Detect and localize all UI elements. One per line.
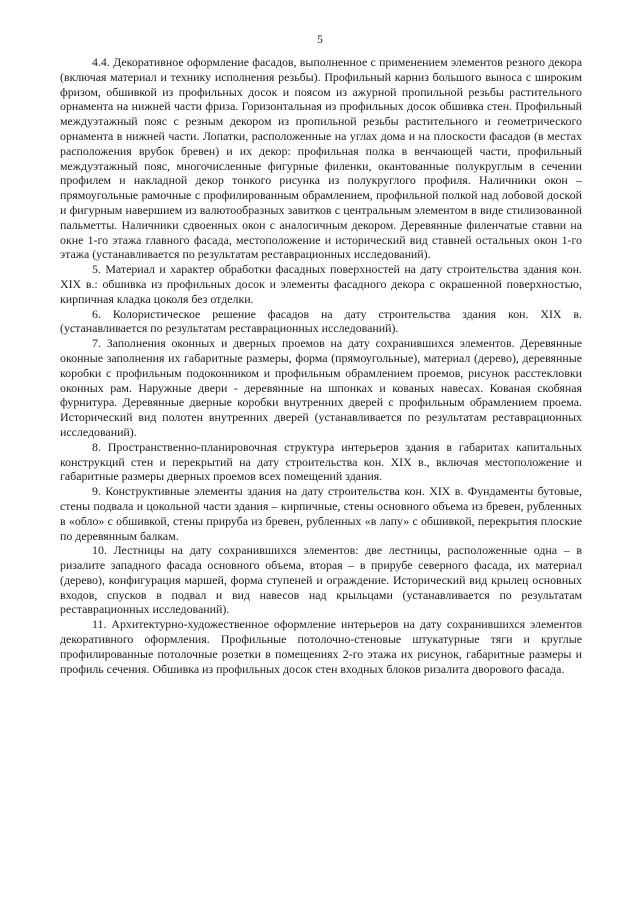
item-text: Пространственно-планировочная структура интерьеров здания в габаритах капитальных конструкций стен и перекрытий на дату строительства кон. XIX в., включая местоположение и габаритные размеры дверных проемов всех помещений здания. <box>60 439 582 484</box>
item-number: 11. <box>92 617 107 632</box>
item-number: 8. <box>92 439 101 454</box>
document-body <box>60 55 582 676</box>
item-number: 7. <box>92 336 101 351</box>
item-text: Заполнения оконных и дверных проемов на дату сохранившихся элементов. Деревянные оконные заполнения их габаритные размеры, форма (прямоугольные), материал (дерево), деревянные коробки с профильным подоконником и профильным обрамлением проемов, рисунок расстекловки оконных рам. Наружные двери - деревянные на шпонках и кованых навесах. Кованая скобяная фурнитура. Деревянные дверные коробки внутренних дверей с профильным обрамлением проема. Исторический вид полотен внутренних дверей (устанавливается по результатам реставрационных исследований). <box>60 336 582 439</box>
paragraph-item <box>60 484 582 543</box>
paragraph-item <box>60 440 582 484</box>
paragraph-item <box>60 307 582 337</box>
paragraph-item <box>60 336 582 440</box>
item-text: Архитектурно-художественное оформление интерьеров на дату сохранившихся элементов декоративного оформления. Профильные потолочно-стеновые штукатурные тяги и круглые профилированные потолочные розетки в помещениях 2-го этажа их рисунок, габаритные размеры и профиль сечения. Обшивка из профильных досок стен входных блоков ризалита дворового фасада. <box>60 617 582 676</box>
item-text: Лестницы на дату сохранившихся элементов: две лестницы, расположенные одна – в ризалите западного фасада основного объема, вторая – в прирубе северного фасада, их материал (дерево), конфигурация маршей, форма ступеней и ограждение. Исторический вид крылец основных входов, спусков в подвал и вид навесов над крыльцами (устанавливается по результатам реставрационных исследований). <box>60 543 582 617</box>
item-number: 4.4. <box>92 55 110 69</box>
paragraph-item <box>60 617 582 676</box>
item-number: 10. <box>92 543 107 558</box>
item-number: 5. <box>92 262 101 277</box>
paragraph-item <box>60 262 582 306</box>
item-number: 9. <box>92 484 101 499</box>
item-text: Конструктивные элементы здания на дату строительства кон. XIX в. Фундаменты бутовые, стены подвала и цокольной части здания – кирпичные, стены основного объема из бревен, рубленных в «обло» с обшивкой, стены прируба из бревен, рубленных «в лапу» с обшивкой, перекрытия плоские по деревянным балкам. <box>60 484 582 543</box>
item-text: Колористическое решение фасадов на дату строительства здания кон. XIX в. (устанавливается по результатам реставрационных исследований). <box>60 306 582 336</box>
item-text: Декоративное оформление фасадов, выполненное с применением элементов резного декора (включая материал и технику исполнения резьбы). Профильный карниз большого выноса с широким фризом, обшивкой из профильных досок и поясом из ажурной пропильной резьбы растительного орнамента на нижней части фриза. Горизонтальная из профильных досок обшивка стен. Профильный междуэтажный пояс с резным декором из пропильной резьбы растительного и геометрического орнамента в нижней части. Лопатки, расположенные на углах дома и на плоскости фасадов (в местах расположения врубок бревен) и их декор: профильная полка в венчающей части, профильный междуэтажный пояс, многочисленные фигурные филенки, окантованные полукруглым в сечении профилем и накладной декор тонкого рисунка из полукруглого профиля. Наличники окон – прямоугольные рамочные с профилированным обрамлением, профильной полкой над лобовой доской и фигурным навершием из валютообразных завитков с центральным элементом в виде стилизованной пальметты. Наличники сдвоенных окон с аналогичным декором. Деревянные филенчатые ставни на окне 1-го этажа главного фасада, местоположение и исторический вид ставней остальных окон 1-го этажа (устанавливается по результатам реставрационных исследований). <box>60 55 582 262</box>
item-text: Материал и характер обработки фасадных поверхностей на дату строительства здания кон. XIX в.: обшивка из профильных досок и элементы фасадного декора с окрашенной поверхностью, кирпичная кладка цоколя без отделки. <box>60 262 582 306</box>
paragraph-item <box>60 543 582 617</box>
paragraph-item <box>60 55 582 262</box>
page-number: 5 <box>317 34 323 46</box>
item-number: 6. <box>92 306 101 321</box>
